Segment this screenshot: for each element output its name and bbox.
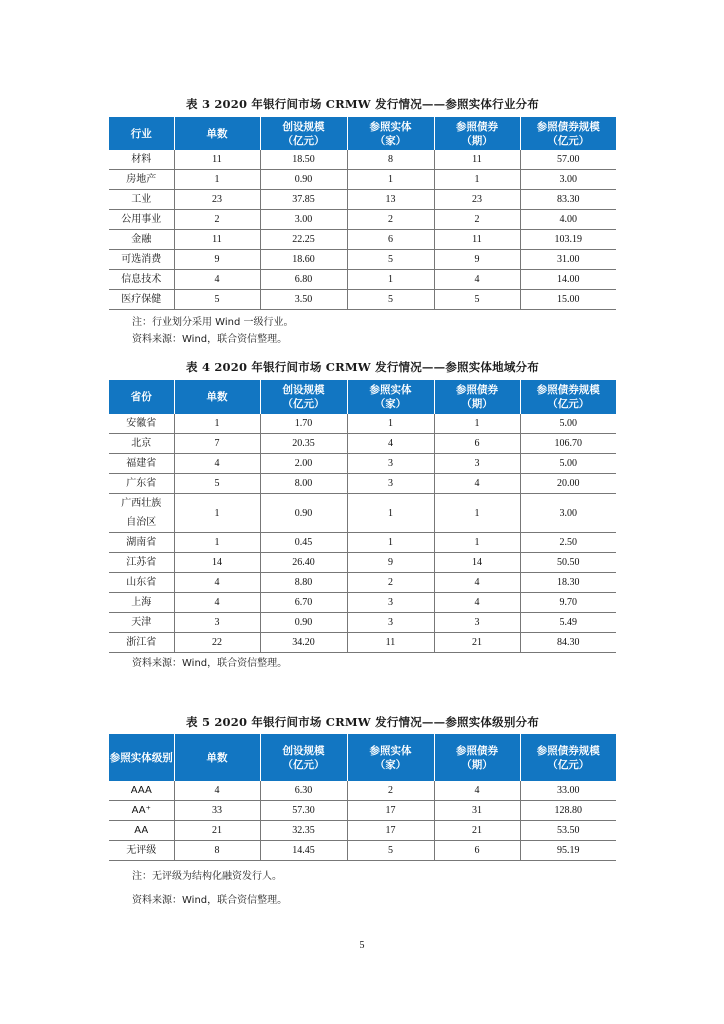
table-cell: 2 xyxy=(347,210,434,230)
table-cell: 1 xyxy=(347,170,434,190)
table-cell: 0.45 xyxy=(260,533,347,553)
table-cell: 安徽省 xyxy=(109,414,174,434)
table-cell: 山东省 xyxy=(109,573,174,593)
table-cell: 广西壮族 自治区 xyxy=(109,494,174,533)
table5-container xyxy=(109,734,616,861)
table-cell: 天津 xyxy=(109,613,174,633)
table-cell: 8 xyxy=(347,150,434,170)
table5-note: 注：无评级为结构化融资发行人。 xyxy=(132,871,282,882)
table-cell: 23 xyxy=(174,190,260,210)
table-cell: 1 xyxy=(434,533,520,553)
table5-header-cell: 参照实体级别 xyxy=(109,734,174,781)
table-cell: 金融 xyxy=(109,230,174,250)
table-row xyxy=(109,553,616,573)
table-cell: 3 xyxy=(174,613,260,633)
table-cell: 1 xyxy=(434,170,520,190)
table-cell: 4 xyxy=(434,593,520,613)
table-cell: 1 xyxy=(347,270,434,290)
table-cell: 4 xyxy=(434,270,520,290)
table3-header-cell: 参照债券 （期） xyxy=(434,117,520,150)
table-cell: 33.00 xyxy=(520,781,616,801)
table-cell: 22.25 xyxy=(260,230,347,250)
table-cell: 3.50 xyxy=(260,290,347,310)
table-row xyxy=(109,454,616,474)
table-row xyxy=(109,414,616,434)
table4-container xyxy=(109,380,616,653)
table-cell: 3 xyxy=(347,613,434,633)
table-cell: 医疗保健 xyxy=(109,290,174,310)
table-cell: 21 xyxy=(434,821,520,841)
table-row xyxy=(109,573,616,593)
table-cell: 2 xyxy=(347,781,434,801)
table-cell: 6.30 xyxy=(260,781,347,801)
table3-header-cell: 参照实体 （家） xyxy=(347,117,434,150)
table-cell: 103.19 xyxy=(520,230,616,250)
table-cell: 18.60 xyxy=(260,250,347,270)
table4-block xyxy=(109,359,616,375)
table-cell: 6 xyxy=(434,841,520,861)
table-cell: AA xyxy=(109,821,174,841)
table-row xyxy=(109,533,616,553)
table-cell: 23 xyxy=(434,190,520,210)
table3-block xyxy=(109,96,616,112)
table-cell: 2 xyxy=(174,210,260,230)
table-cell: 4 xyxy=(174,270,260,290)
table-cell: 1.70 xyxy=(260,414,347,434)
table-cell: 17 xyxy=(347,801,434,821)
table-cell: 4 xyxy=(174,454,260,474)
table-cell: 32.35 xyxy=(260,821,347,841)
table-cell: 14 xyxy=(434,553,520,573)
table-cell: 11 xyxy=(434,150,520,170)
table-cell: 14.00 xyxy=(520,270,616,290)
table-cell: 6.70 xyxy=(260,593,347,613)
table4-header-cell: 单数 xyxy=(174,380,260,414)
table-cell: 1 xyxy=(434,414,520,434)
table-row xyxy=(109,593,616,613)
table-cell: 房地产 xyxy=(109,170,174,190)
table-cell: 11 xyxy=(434,230,520,250)
table-cell: 3.00 xyxy=(260,210,347,230)
table-cell: 上海 xyxy=(109,593,174,613)
table5-header-cell: 单数 xyxy=(174,734,260,781)
table-row xyxy=(109,170,616,190)
table-cell: 4 xyxy=(434,474,520,494)
table-cell: 6 xyxy=(434,434,520,454)
table5-body xyxy=(109,781,616,861)
table-cell: 0.90 xyxy=(260,170,347,190)
table5-source: 资料来源：Wind，联合资信整理。 xyxy=(132,895,288,906)
table-cell: 5 xyxy=(347,290,434,310)
table4-body xyxy=(109,414,616,653)
table-cell: 21 xyxy=(434,633,520,653)
table-cell: 8.00 xyxy=(260,474,347,494)
table-cell: 5.00 xyxy=(520,454,616,474)
table-row xyxy=(109,210,616,230)
table-cell: 6 xyxy=(347,230,434,250)
table4-header-cell: 参照实体 （家） xyxy=(347,380,434,414)
table-cell: 1 xyxy=(347,533,434,553)
table-cell: 83.30 xyxy=(520,190,616,210)
table4 xyxy=(109,380,616,653)
table-cell: 北京 xyxy=(109,434,174,454)
table-cell: AA⁺ xyxy=(109,801,174,821)
table-cell: 33 xyxy=(174,801,260,821)
table-cell: 6.80 xyxy=(260,270,347,290)
table-cell: 5 xyxy=(174,474,260,494)
table-cell: 13 xyxy=(347,190,434,210)
table-cell: 11 xyxy=(174,150,260,170)
table3-header xyxy=(109,117,616,150)
table-cell: 14.45 xyxy=(260,841,347,861)
table-cell: 4 xyxy=(174,593,260,613)
table-cell: 1 xyxy=(174,494,260,533)
table-cell: 5 xyxy=(434,290,520,310)
table-cell: 0.90 xyxy=(260,494,347,533)
table-cell: 3 xyxy=(347,474,434,494)
table-row xyxy=(109,434,616,454)
table-cell: 1 xyxy=(174,414,260,434)
table5-header-cell: 参照债券 （期） xyxy=(434,734,520,781)
table-cell: 公用事业 xyxy=(109,210,174,230)
table4-header-cell: 省份 xyxy=(109,380,174,414)
table-row xyxy=(109,494,616,533)
table-cell: 可选消费 xyxy=(109,250,174,270)
table-row xyxy=(109,781,616,801)
table4-caption: 表 4 2020 年银行间市场 CRMW 发行情况——参照实体地域分布 xyxy=(186,360,539,374)
table-row xyxy=(109,801,616,821)
table-cell: 3 xyxy=(347,454,434,474)
table-cell: 3.00 xyxy=(520,170,616,190)
table-cell: 34.20 xyxy=(260,633,347,653)
table-cell: 8 xyxy=(174,841,260,861)
table-cell: 15.00 xyxy=(520,290,616,310)
table-cell: 2 xyxy=(347,573,434,593)
table-cell: 1 xyxy=(347,494,434,533)
table-cell: 工业 xyxy=(109,190,174,210)
table-cell: 26.40 xyxy=(260,553,347,573)
table-row xyxy=(109,633,616,653)
table-cell: 106.70 xyxy=(520,434,616,454)
table4-header-cell: 参照债券 （期） xyxy=(434,380,520,414)
table-cell: 50.50 xyxy=(520,553,616,573)
table-row xyxy=(109,230,616,250)
table-cell: 84.30 xyxy=(520,633,616,653)
table-cell: 9 xyxy=(174,250,260,270)
table-cell: 14 xyxy=(174,553,260,573)
table3-header-cell: 行业 xyxy=(109,117,174,150)
table-cell: 1 xyxy=(174,533,260,553)
table-row xyxy=(109,270,616,290)
table-cell: 无评级 xyxy=(109,841,174,861)
table3-note: 注：行业划分采用 Wind 一级行业。 xyxy=(132,317,294,328)
table5-header-cell: 参照实体 （家） xyxy=(347,734,434,781)
table-cell: 材料 xyxy=(109,150,174,170)
table-cell: 17 xyxy=(347,821,434,841)
table-cell: 3 xyxy=(347,593,434,613)
table-cell: 3.00 xyxy=(520,494,616,533)
table-cell: 5 xyxy=(347,250,434,270)
table-cell: 1 xyxy=(174,170,260,190)
page-number: 5 xyxy=(359,940,365,951)
table-cell: AAA xyxy=(109,781,174,801)
table-cell: 37.85 xyxy=(260,190,347,210)
table-cell: 31 xyxy=(434,801,520,821)
table-row xyxy=(109,290,616,310)
table-cell: 1 xyxy=(347,414,434,434)
table-cell: 江苏省 xyxy=(109,553,174,573)
table-cell: 浙江省 xyxy=(109,633,174,653)
table-cell: 4.00 xyxy=(520,210,616,230)
table3-header-cell: 创设规模 （亿元） xyxy=(260,117,347,150)
table-cell: 20.35 xyxy=(260,434,347,454)
table-cell: 21 xyxy=(174,821,260,841)
table-cell: 11 xyxy=(347,633,434,653)
table-cell: 2.50 xyxy=(520,533,616,553)
table-cell: 128.80 xyxy=(520,801,616,821)
table-cell: 18.50 xyxy=(260,150,347,170)
table-row xyxy=(109,613,616,633)
table5-header-cell: 参照债券规模 （亿元） xyxy=(520,734,616,781)
table-row xyxy=(109,474,616,494)
table-cell: 20.00 xyxy=(520,474,616,494)
table3-caption: 表 3 2020 年银行间市场 CRMW 发行情况——参照实体行业分布 xyxy=(186,97,539,111)
table-cell: 8.80 xyxy=(260,573,347,593)
table-row xyxy=(109,841,616,861)
table5-block xyxy=(109,714,616,730)
table5-header xyxy=(109,734,616,781)
table-cell: 57.30 xyxy=(260,801,347,821)
table-cell: 5.49 xyxy=(520,613,616,633)
table-cell: 1 xyxy=(434,494,520,533)
table-cell: 广东省 xyxy=(109,474,174,494)
table-row xyxy=(109,250,616,270)
table-cell: 3 xyxy=(434,613,520,633)
table-cell: 信息技术 xyxy=(109,270,174,290)
table-cell: 2 xyxy=(434,210,520,230)
table-cell: 4 xyxy=(174,573,260,593)
table-cell: 5.00 xyxy=(520,414,616,434)
table-cell: 5 xyxy=(174,290,260,310)
table-cell: 2.00 xyxy=(260,454,347,474)
table-cell: 0.90 xyxy=(260,613,347,633)
table-row xyxy=(109,190,616,210)
table4-header xyxy=(109,380,616,414)
table-cell: 4 xyxy=(434,781,520,801)
table-cell: 95.19 xyxy=(520,841,616,861)
table-row xyxy=(109,821,616,841)
table3-header-cell: 单数 xyxy=(174,117,260,150)
table3 xyxy=(109,117,616,310)
table-cell: 7 xyxy=(174,434,260,454)
table-cell: 4 xyxy=(434,573,520,593)
table-cell: 4 xyxy=(347,434,434,454)
table-cell: 5 xyxy=(347,841,434,861)
table-cell: 18.30 xyxy=(520,573,616,593)
table3-container xyxy=(109,117,616,310)
table-cell: 31.00 xyxy=(520,250,616,270)
table3-source: 资料来源：Wind，联合资信整理。 xyxy=(132,334,288,345)
table-cell: 湖南省 xyxy=(109,533,174,553)
table5-caption: 表 5 2020 年银行间市场 CRMW 发行情况——参照实体级别分布 xyxy=(186,715,539,729)
table-cell: 3 xyxy=(434,454,520,474)
table3-body xyxy=(109,150,616,310)
table-cell: 9 xyxy=(434,250,520,270)
table4-source: 资料来源：Wind，联合资信整理。 xyxy=(132,658,288,669)
table4-header-cell: 参照债券规模 （亿元） xyxy=(520,380,616,414)
table-cell: 9 xyxy=(347,553,434,573)
table4-header-cell: 创设规模 （亿元） xyxy=(260,380,347,414)
table5-header-cell: 创设规模 （亿元） xyxy=(260,734,347,781)
table-cell: 53.50 xyxy=(520,821,616,841)
table-row xyxy=(109,150,616,170)
table3-header-cell: 参照债券规模 （亿元） xyxy=(520,117,616,150)
table-cell: 22 xyxy=(174,633,260,653)
table5 xyxy=(109,734,616,861)
table-cell: 9.70 xyxy=(520,593,616,613)
table-cell: 11 xyxy=(174,230,260,250)
table-cell: 57.00 xyxy=(520,150,616,170)
table-cell: 福建省 xyxy=(109,454,174,474)
table-cell: 4 xyxy=(174,781,260,801)
